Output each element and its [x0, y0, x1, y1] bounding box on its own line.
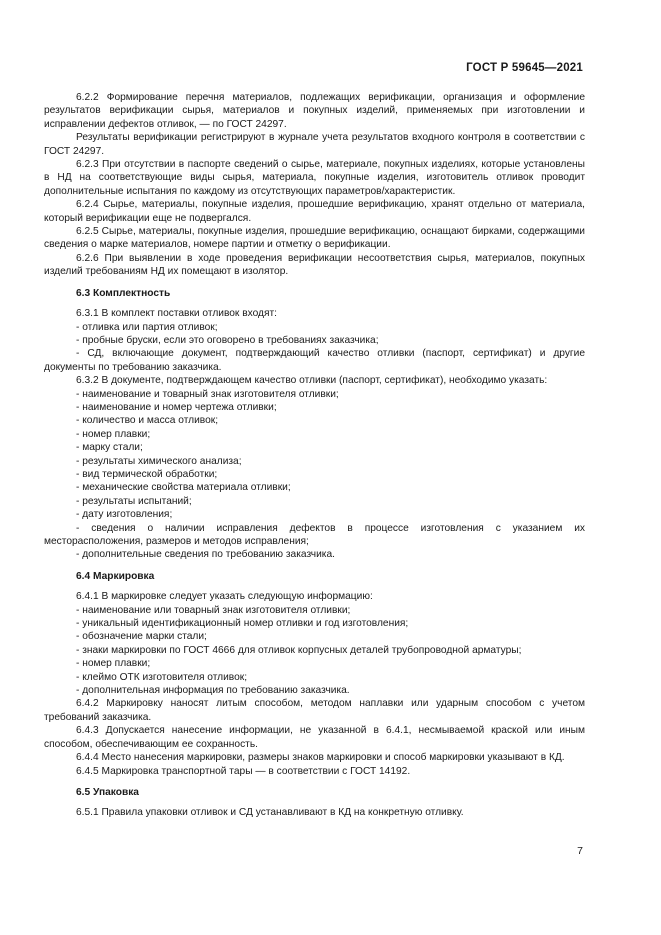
document-body [44, 91, 585, 820]
paragraph: 6.2.4 Сырье, материалы, покупные изделия, прошедшие верификацию, хранят отдельно от материала, который верификации еще не подвергался. [44, 199, 585, 224]
paragraph: 6.2.3 При отсутствии в паспорте сведений о сырье, материале, покупных изделиях, которые установлены в НД на соответствующие виды сырья, материала, покупные изделия, изготовитель отливок проводит дополнительные испытания по каждому из отсутствующих параметров/характеристик. [44, 159, 585, 197]
paragraph: 6.4.4 Место нанесения маркировки, размеры знаков маркировки и способ маркировки указывают в КД. [76, 752, 565, 764]
paragraph: 6.2.6 При выявлении в ходе проведения верификации несоответствия сырья, материалов, покупных изделий требованиям НД их помещают в изолятор. [44, 252, 585, 278]
list-item: - пробные бруски, если это оговорено в требованиях заказчика; [76, 334, 379, 346]
paragraph: 6.5.1 Правила упаковки отливок и СД устанавливают в КД на конкретную отливку. [76, 807, 464, 819]
document-header: ГОСТ Р 59645—2021 [466, 62, 583, 74]
list-item: - дополнительные сведения по требованию заказчика. [76, 549, 335, 561]
list-item: - количество и массa отливок; [76, 415, 219, 427]
paragraph: 6.4.5 Маркировка транспортной тары — в соответствии с ГОСТ 14192. [76, 765, 411, 777]
paragraph: 6.2.2 Формирование перечня материалов, подлежащих верификации, организация и оформление результатов верификации сырья, материалов и покупных изделий, применяемых при изготовлении и исправлении дефектов отливок, — по ГОСТ 24297. [44, 92, 585, 130]
list-item: - СД, включающие документ, подтверждающий качество отливки (паспорт, сертификат) и другие документы по требованию заказчика. [44, 348, 585, 373]
paragraph: 6.4.1 В маркировке следует указать следующую информацию: [76, 591, 373, 603]
paragraph: 6.3.1 В комплект поставки отливок входят: [76, 308, 277, 320]
list-item: - уникальный идентификационный номер отливки и год изготовления; [76, 618, 409, 630]
page-number: 7 [577, 845, 583, 857]
list-item: - обозначение марки стали; [76, 631, 207, 643]
paragraph: 6.2.5 Сырье, материалы, покупные изделия, прошедшие верификацию, оснащают бирками, содержащими сведения о марке материалов, номере партии и отметку о верификации. [44, 226, 585, 251]
list-item: - отливка или партия отливок; [76, 321, 218, 333]
list-item: - клеймо ОТК изготовителя отливок; [76, 671, 248, 683]
list-item: - механические свойства материала отливки; [76, 482, 291, 494]
list-item: - наименование или товарный знак изготовителя отливки; [76, 604, 351, 616]
list-item: - сведения о наличии исправления дефектов в процессе изготовления с указанием их месторасположения, размеров и методов исправления; [44, 522, 585, 547]
list-item: - наименование и товарный знак изготовителя отливки; [76, 388, 339, 400]
list-item: - дополнительная информация по требованию заказчика. [76, 685, 350, 697]
paragraph: 6.4.3 Допускается нанесение информации, не указанной в 6.4.1, несмываемой краской или иным способом, обеспечивающим ее сохранность. [44, 725, 585, 750]
list-item: - результаты испытаний; [76, 495, 192, 507]
list-item: - марку стали; [76, 442, 143, 454]
list-item: - наименование и номер чертежа отливки; [76, 401, 277, 413]
section-heading: 6.4 Маркировка [76, 570, 155, 582]
list-item: - результаты химического анализа; [76, 455, 242, 467]
list-item: - номер плавки; [76, 428, 151, 440]
paragraph: 6.3.2 В документе, подтверждающем качество отливки (паспорт, сертификат), необходимо указать: [76, 375, 548, 387]
paragraph: 6.4.2 Маркировку наносят литым способом, методом наплавки или ударным способом с учетом требований заказчика. [44, 698, 585, 723]
section-heading: 6.3 Комплектность [76, 287, 171, 299]
list-item: - номер плавки; [76, 658, 151, 670]
list-item: - вид термической обработки; [76, 468, 218, 480]
list-item: - знаки маркировки по ГОСТ 4666 для отливок корпусных деталей трубопроводной арматуры; [76, 644, 522, 656]
section-heading: 6.5 Упаковка [76, 786, 139, 798]
list-item: - дату изготовления; [76, 509, 173, 521]
paragraph: Результаты верификации регистрируют в журнале учета результатов входного контроля в соответствии с ГОСТ 24297. [44, 132, 585, 157]
